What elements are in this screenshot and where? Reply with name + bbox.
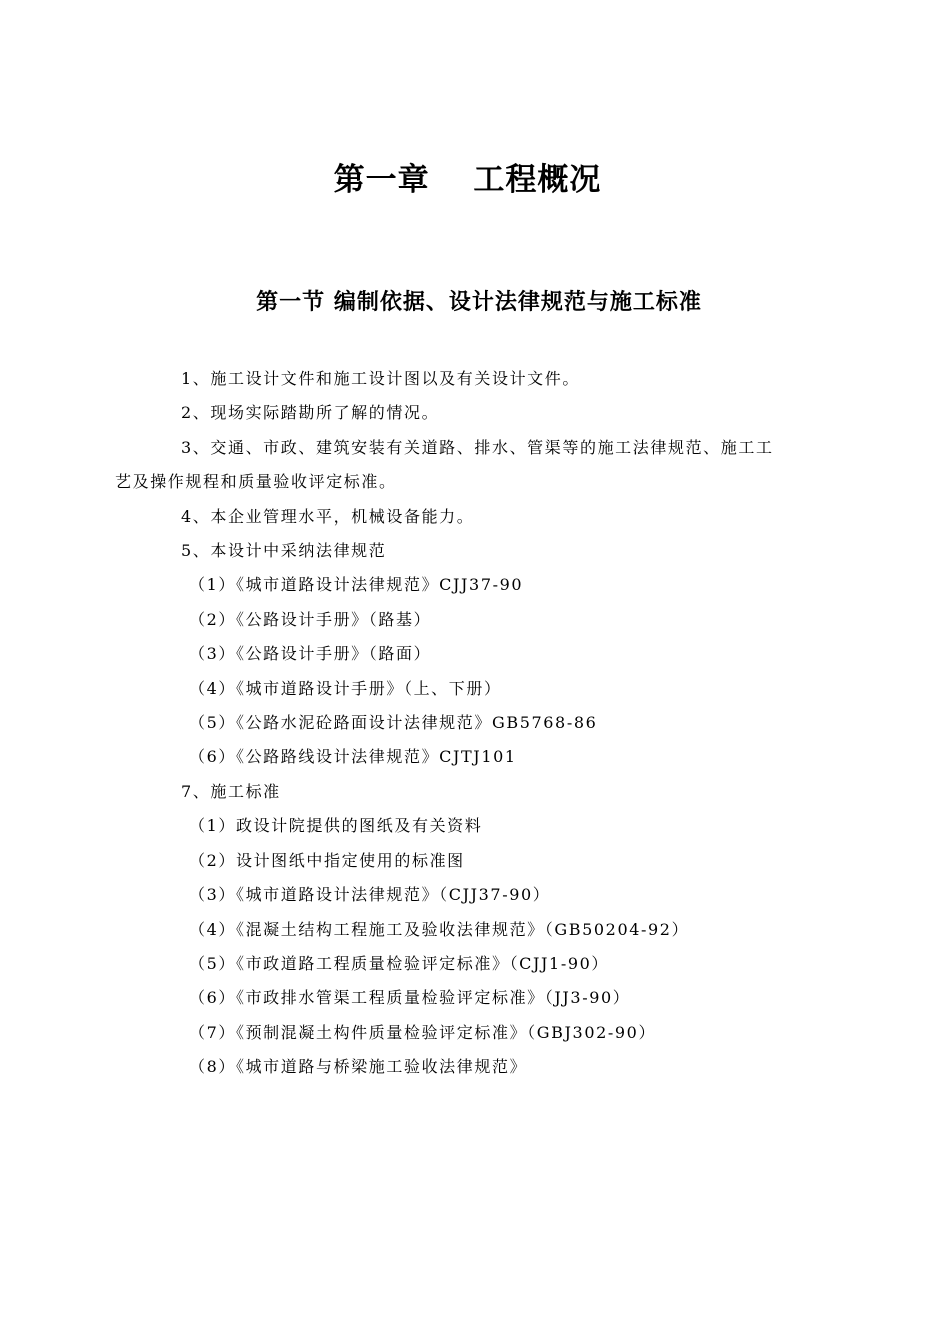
sub-list-item: （7）《预制混凝土构件质量检验评定标准》（GBJ302-90） [189,1022,657,1042]
document-body [115,362,848,1085]
list-item-line: 艺及操作规程和质量验收评定标准。 [115,472,397,492]
sub-list-item: （4）《混凝土结构工程施工及验收法律规范》（GB50204-92） [189,919,690,939]
section-title: 第一节 编制依据、设计法律规范与施工标准 [256,290,702,315]
chapter-title: 第一章 工程概况 [333,162,602,198]
sub-list-item: （5）《公路水泥砼路面设计法律规范》GB5768-86 [189,713,598,733]
sub-list-item: （8）《城市道路与桥梁施工验收法律规范》 [189,1057,528,1077]
sub-list-item: （6）《市政排水管渠工程质量检验评定标准》（JJ3-90） [189,988,631,1008]
sub-list-item: （2）《公路设计手册》（路基） [189,609,432,629]
sub-list-item: （1）《城市道路设计法律规范》CJJ37-90 [189,575,524,595]
sub-list-item: （1）政设计院提供的图纸及有关资料 [189,816,483,836]
sub-list-item: （3）《公路设计手册》（路面） [189,644,432,664]
sub-list-item: （3）《城市道路设计法律规范》（CJJ37-90） [189,885,551,905]
list-item: 1、施工设计文件和施工设计图以及有关设计文件。 [181,369,580,388]
sub-list-item: （5）《市政道路工程质量检验评定标准》（CJJ1-90） [189,953,609,973]
list-item: 5、本设计中采纳法律规范 [181,541,387,561]
list-item: 4、本企业管理水平，机械设备能力。 [181,506,475,526]
list-item: 7、施工标准 [181,781,281,801]
list-item: 2、现场实际踏勘所了解的情况。 [181,403,440,423]
list-item-line: 3、交通、市政、建筑安装有关道路、排水、管渠等的施工法律规范、施工工 [181,437,774,457]
list-item [115,431,848,500]
sub-list-item: （2）设计图纸中指定使用的标准图 [189,850,465,870]
sub-list-item: （6）《公路路线设计法律规范》CJTJ101 [189,747,517,767]
sub-list-item: （4）《城市道路设计手册》（上、下册） [189,678,502,698]
